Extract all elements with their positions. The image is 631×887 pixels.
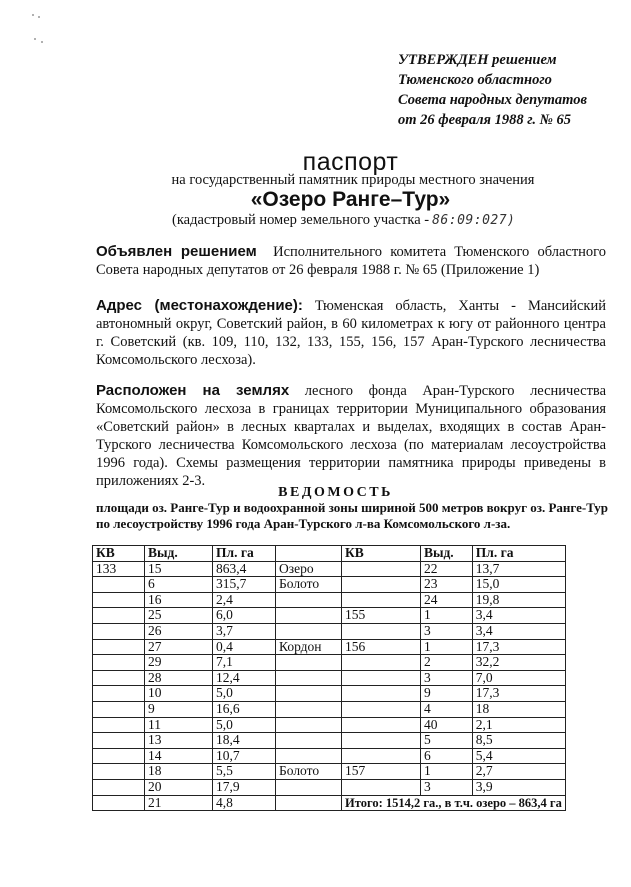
table-cell: 29	[145, 655, 213, 671]
table-cell: Кордон	[276, 639, 342, 655]
scan-specks	[28, 12, 48, 52]
table-header-row	[93, 546, 566, 562]
table-cell: 10,7	[213, 748, 276, 764]
table-cell	[276, 670, 342, 686]
table-cell: 3,7	[213, 623, 276, 639]
table-cell: 19,8	[472, 592, 565, 608]
table-cell: 863,4	[213, 561, 276, 577]
table-cell	[276, 623, 342, 639]
table-header-cell: Пл. га	[472, 546, 565, 562]
table-cell: Болото	[276, 764, 342, 780]
table-cell	[276, 733, 342, 749]
table-cell	[342, 655, 421, 671]
table-cell: 3	[420, 779, 472, 795]
cadastral-label: (кадастровый номер земельного участка -	[172, 212, 430, 228]
table-cell	[342, 686, 421, 702]
table-cell: 13	[145, 733, 213, 749]
located-paragraph	[96, 382, 606, 490]
table-cell: 2,7	[472, 764, 565, 780]
table-cell: 1	[420, 764, 472, 780]
document-subtitle: на государственный памятник природы местного значения	[171, 172, 535, 188]
table-cell: 18	[145, 764, 213, 780]
table-cell: 10	[145, 686, 213, 702]
table-cell: 2	[420, 655, 472, 671]
table-cell: 4	[420, 701, 472, 717]
approval-line: Совета народных депутатов	[398, 92, 587, 108]
table-cell	[342, 717, 421, 733]
table-total: Итого: 1514,2 га., в т.ч. озеро – 863,4 га	[342, 795, 566, 811]
table-row	[93, 779, 566, 795]
table-cell: 1	[420, 639, 472, 655]
area-table	[92, 545, 566, 811]
table-row	[93, 561, 566, 577]
table-cell	[276, 717, 342, 733]
table-row	[93, 592, 566, 608]
table-cell: 8,5	[472, 733, 565, 749]
approval-line: Тюменского областного	[398, 72, 552, 88]
table-cell: 22	[420, 561, 472, 577]
table-cell: 5,0	[213, 717, 276, 733]
table-header-cell: КВ	[93, 546, 145, 562]
table-cell	[93, 717, 145, 733]
table-cell: 155	[342, 608, 421, 624]
located-lead: Расположен на землях	[96, 382, 290, 399]
table-cell: 3	[420, 623, 472, 639]
table-cell: 12,4	[213, 670, 276, 686]
table-row	[93, 748, 566, 764]
table-cell: 5,0	[213, 686, 276, 702]
declared-paragraph	[96, 243, 606, 279]
table-cell: 6,0	[213, 608, 276, 624]
table-cell	[93, 655, 145, 671]
table-row	[93, 717, 566, 733]
table-cell	[276, 608, 342, 624]
table-header-cell: Выд.	[420, 546, 472, 562]
table-cell: 133	[93, 561, 145, 577]
table-cell	[93, 592, 145, 608]
table-row	[93, 608, 566, 624]
table-cell	[342, 748, 421, 764]
located-text: лесного фонда Аран-Турского лесничества Комсомольского лесхоза в границах территории Муниципального образования «Советский район» в лесных кварталах и выделах, входящих в состав Аран-Турского лесничества Комсомольского лесхоза (по материалам лесоустройства 1996 года). Схемы размещения территории памятника природы приведены в приложениях 2-3.	[96, 383, 607, 489]
table-row	[93, 655, 566, 671]
address-paragraph	[96, 297, 606, 369]
table-cell	[342, 623, 421, 639]
table-cell: 3	[420, 670, 472, 686]
table-cell	[93, 639, 145, 655]
table-cell	[93, 623, 145, 639]
table-row	[93, 577, 566, 593]
table-cell: 5,5	[213, 764, 276, 780]
table-cell: 4,8	[213, 795, 276, 811]
table-cell	[93, 701, 145, 717]
approval-line: УТВЕРЖДЕН решением	[398, 52, 557, 68]
approval-line: от 26 февраля 1988 г. № 65	[398, 112, 572, 128]
table-cell: 7,1	[213, 655, 276, 671]
table-cell: 16	[145, 592, 213, 608]
declared-text: Исполнительного комитета Тюменского областного Совета народных депутатов от 26 февраля 1988 г. № 65 (Приложение 1)	[96, 244, 607, 278]
table-cell	[342, 592, 421, 608]
table-cell: 5	[420, 733, 472, 749]
table-cell: 156	[342, 639, 421, 655]
table-cell	[93, 779, 145, 795]
table-cell: 17,3	[472, 686, 565, 702]
table-cell	[276, 686, 342, 702]
address-lead: Адрес (местонахождение):	[96, 297, 303, 314]
table-row	[93, 701, 566, 717]
table-cell: Озеро	[276, 561, 342, 577]
table-cell: Болото	[276, 577, 342, 593]
table-cell: 40	[420, 717, 472, 733]
cadastral-number	[172, 212, 515, 229]
table-cell: 9	[145, 701, 213, 717]
table-cell	[93, 670, 145, 686]
table-cell: 2,4	[213, 592, 276, 608]
table-cell: 25	[145, 608, 213, 624]
table-cell: 28	[145, 670, 213, 686]
table-cell: 24	[420, 592, 472, 608]
table-cell: 1	[420, 608, 472, 624]
table-header-cell: Выд.	[145, 546, 213, 562]
table-cell: 5,4	[472, 748, 565, 764]
declared-lead: Объявлен решением	[96, 243, 257, 260]
table-cell: 6	[420, 748, 472, 764]
table-cell	[93, 748, 145, 764]
table-cell	[276, 779, 342, 795]
table-cell	[93, 577, 145, 593]
table-cell: 21	[145, 795, 213, 811]
address-text: Тюменская область, Ханты - Мансийский автономный округ, Советский район, в 60 километрах к югу от районного центра г. Советский (кв. 109, 110, 132, 133, 155, 156, 157 Аран-Турского лесничества Комсомольского лесхоза).	[96, 298, 606, 368]
table-cell: 315,7	[213, 577, 276, 593]
table-cell: 157	[342, 764, 421, 780]
table-cell: 6	[145, 577, 213, 593]
table-cell	[342, 701, 421, 717]
table-cell: 15	[145, 561, 213, 577]
approval-stamp-text	[398, 50, 623, 130]
table-cell: 16,6	[213, 701, 276, 717]
table-cell	[93, 608, 145, 624]
table-cell	[93, 764, 145, 780]
table-cell	[342, 733, 421, 749]
table-cell: 13,7	[472, 561, 565, 577]
cadastral-handwritten: 86:09:027)	[432, 213, 516, 228]
statement-subtitle: площади оз. Ранге-Тур и водоохранной зоны шириной 500 метров вокруг оз. Ранге-Тур по лесоустройству 1996 года Аран-Турского л-ва Комсомольского л-за.	[96, 500, 608, 531]
table-cell: 2,1	[472, 717, 565, 733]
table-cell: 26	[145, 623, 213, 639]
table-row	[93, 623, 566, 639]
table-cell: 18,4	[213, 733, 276, 749]
table-cell	[342, 670, 421, 686]
table-cell: 11	[145, 717, 213, 733]
table-cell	[93, 795, 145, 811]
table-row	[93, 764, 566, 780]
table-cell: 17,9	[213, 779, 276, 795]
table-cell	[276, 748, 342, 764]
table-cell	[342, 577, 421, 593]
table-cell: 7,0	[472, 670, 565, 686]
table-total-row	[93, 795, 566, 811]
statement-title: ВЕДОМОСТЬ	[278, 485, 393, 500]
table-header-cell: Пл. га	[213, 546, 276, 562]
table-cell: 18	[472, 701, 565, 717]
table-cell: 14	[145, 748, 213, 764]
table-cell	[342, 779, 421, 795]
table-cell: 9	[420, 686, 472, 702]
table-cell: 32,2	[472, 655, 565, 671]
table-cell: 17,3	[472, 639, 565, 655]
table-cell: 0,4	[213, 639, 276, 655]
monument-name: «Озеро Ранге–Тур»	[250, 188, 451, 211]
table-cell: 3,4	[472, 623, 565, 639]
table-cell: 3,9	[472, 779, 565, 795]
table-cell: 3,4	[472, 608, 565, 624]
table-cell: 20	[145, 779, 213, 795]
document-title: паспорт	[302, 148, 399, 176]
table-cell: 27	[145, 639, 213, 655]
table-row	[93, 686, 566, 702]
table-cell: 23	[420, 577, 472, 593]
table-cell	[276, 592, 342, 608]
table-header-cell: КВ	[342, 546, 421, 562]
table-cell	[276, 795, 342, 811]
table-cell: 15,0	[472, 577, 565, 593]
table-cell	[93, 686, 145, 702]
table-cell	[93, 733, 145, 749]
table-row	[93, 639, 566, 655]
table-row	[93, 670, 566, 686]
table-cell	[276, 701, 342, 717]
table-cell	[342, 561, 421, 577]
table-row	[93, 733, 566, 749]
table-cell	[276, 655, 342, 671]
table-header-cell	[276, 546, 342, 562]
